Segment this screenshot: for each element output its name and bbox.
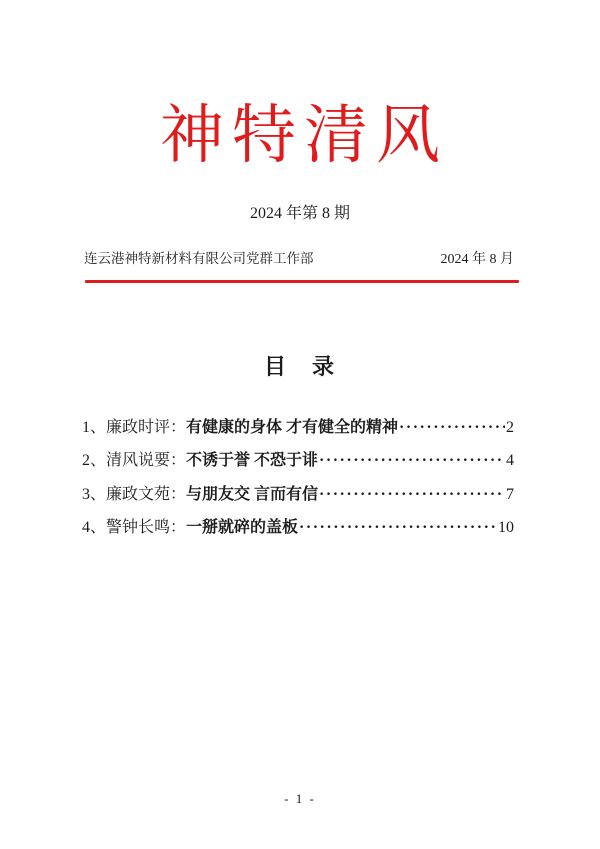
toc-list [82,411,514,545]
toc-item [82,444,514,477]
toc-item-title: 有健康的身体 才有健全的精神 [186,419,399,436]
toc-item-title: 与朋友交 言而有信 [186,485,319,503]
toc-dot-leader [399,411,505,444]
masthead-row [84,250,514,269]
toc-item-category: 2、清风说要： [82,452,187,470]
toc-item [82,478,514,511]
toc-item-title: 不诱于誉 不恐于诽 [186,452,319,470]
toc-item-page: 4 [506,452,514,470]
issue-number: 2024 年第 8 期 [249,205,350,222]
toc-item-title: 一掰就碎的盖板 [186,519,299,537]
toc-item-page: 2 [506,419,514,436]
toc-heading: 目 录 [263,354,336,379]
toc-dot-leader [319,478,505,511]
toc-dot-leader [319,444,505,477]
newsletter-title: 神特清风 [160,100,448,171]
red-divider-line [85,280,519,283]
toc-item-page: 10 [498,519,514,537]
toc-item-category: 4、警钟长鸣： [82,519,187,537]
publisher-name: 连云港神特新材料有限公司党群工作部 [84,251,314,266]
toc-item [82,511,514,544]
page-number: - 1 - [284,791,316,806]
toc-item-category: 3、廉政文苑： [82,485,187,503]
toc-item-page: 7 [506,485,514,503]
publish-date: 2024 年 8 月 [440,252,514,267]
toc-dot-leader [299,511,497,544]
toc-item [82,411,514,444]
toc-item-category: 1、廉政时评： [82,419,187,436]
